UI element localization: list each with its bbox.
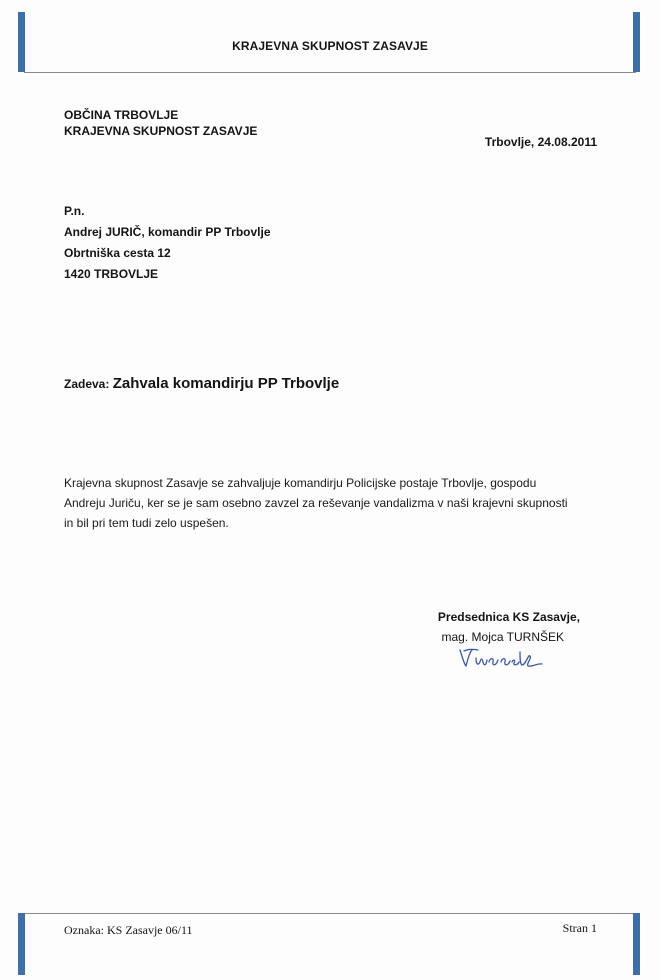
header-title: KRAJEVNA SKUPNOST ZASAVJE	[232, 39, 428, 53]
recipient-prefix: P.n.	[64, 204, 85, 218]
subject-line	[64, 375, 339, 392]
body-line-3: in bil pri tem tudi zelo uspešen.	[64, 516, 229, 530]
body-line-1: Krajevna skupnost Zasavje se zahvaljuje komandirju Policijske postaje Trbovlje, gospodu	[64, 476, 537, 490]
body-line-2: Andreju Juriču, ker se je sam osebno zavzel za reševanje vandalizma v naši krajevni skupnosti	[64, 496, 568, 510]
signature-stroke	[460, 649, 542, 666]
footer-reference: Oznaka: KS Zasavje 06/11	[64, 923, 193, 937]
sender-block	[64, 107, 257, 139]
closing-role: Predsednica KS Zasavje,	[437, 610, 580, 624]
footer-rule	[24, 913, 636, 914]
footer-page-number: Stran 1	[562, 921, 597, 935]
handwritten-signature	[456, 644, 546, 672]
sender-municipality: OBČINA TRBOVLJE	[64, 108, 179, 122]
recipient-city: 1420 TRBOVLJE	[64, 267, 159, 281]
recipient-block	[64, 201, 271, 285]
letter-body	[64, 473, 624, 533]
subject-text: Zahvala komandirju PP Trbovlje	[112, 375, 340, 392]
recipient-name: Andrej JURIČ, komandir PP Trbovlje	[64, 225, 271, 239]
letter-date: Trbovlje, 24.08.2011	[484, 135, 597, 149]
footer-right-bar	[633, 913, 640, 975]
header-rule	[24, 72, 636, 73]
recipient-street: Obrtniška cesta 12	[64, 246, 171, 260]
sender-community: KRAJEVNA SKUPNOST ZASAVJE	[64, 124, 258, 138]
closing-name: mag. Mojca TURNŠEK	[441, 630, 564, 644]
footer-left-bar	[18, 913, 25, 975]
subject-label: Zadeva:	[64, 377, 110, 391]
closing-block	[438, 607, 580, 647]
